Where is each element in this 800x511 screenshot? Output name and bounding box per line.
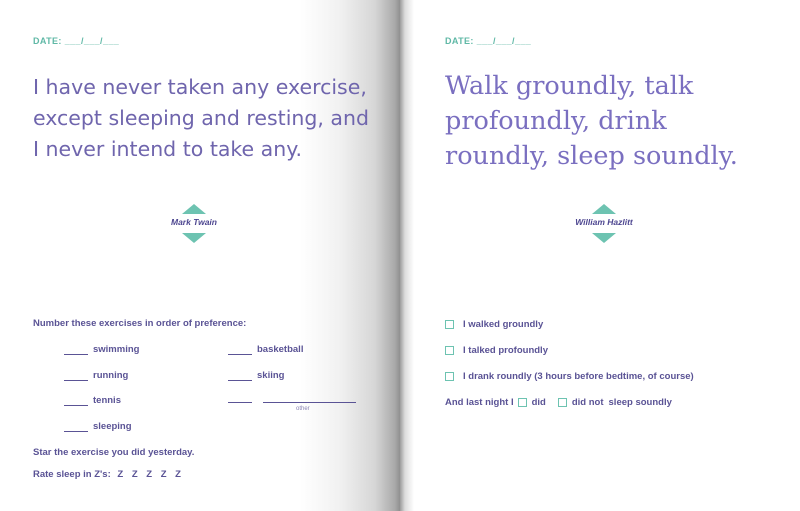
quote-left: I have never taken any exercise, except sleeping and resting, and I never intend to take any. (33, 75, 369, 161)
date-field-right[interactable]: DATE: ___/___/___ (445, 36, 532, 46)
exercise-item-swimming (64, 344, 139, 355)
last-night-suffix: sleep soundly (608, 397, 672, 408)
checklist-item-talked (445, 345, 548, 356)
rank-blank[interactable] (228, 395, 252, 403)
exercise-label: tennis (93, 395, 121, 406)
exercise-item-basketball (228, 344, 303, 355)
option-did-not: did not (571, 397, 604, 408)
exercise-item-tennis (64, 395, 121, 406)
rate-label: Rate sleep in Z's: (33, 469, 111, 480)
author-name-right: William Hazlitt (575, 217, 633, 227)
option-did: did (531, 397, 546, 408)
triangle-up-icon (182, 204, 206, 214)
date-field-left[interactable]: DATE: ___/___/___ (33, 36, 120, 46)
sleep-rating (33, 469, 184, 480)
checkbox-icon[interactable] (445, 320, 454, 329)
exercise-instruction: Number these exercises in order of preference: (33, 318, 247, 329)
triangle-up-icon (592, 204, 616, 214)
exercise-label: skiing (257, 370, 285, 381)
rank-blank[interactable] (64, 347, 88, 355)
other-exercise-field[interactable] (263, 395, 356, 403)
triangle-down-icon (592, 233, 616, 243)
last-night-row (445, 397, 672, 408)
exercise-label: sleeping (93, 421, 132, 432)
exercise-label: basketball (257, 344, 304, 355)
rank-blank[interactable] (64, 398, 88, 406)
rank-blank[interactable] (64, 373, 88, 381)
checkbox-icon[interactable] (558, 398, 567, 407)
author-name-left: Mark Twain (171, 217, 217, 227)
exercise-label: running (93, 370, 129, 381)
quote-right: Walk groundly, talk profoundly, drink roundly, sleep soundly. (445, 71, 738, 171)
rank-blank[interactable] (64, 424, 88, 432)
checkbox-icon[interactable] (445, 346, 454, 355)
checklist-item-walked (445, 319, 543, 330)
author-badge-left (124, 204, 264, 244)
checklist-label: I talked profoundly (463, 345, 548, 356)
last-night-prefix: And last night I (445, 397, 514, 408)
checklist-label: I drank roundly (3 hours before bedtime, of course) (463, 371, 694, 382)
triangle-down-icon (182, 233, 206, 243)
checkbox-icon[interactable] (518, 398, 527, 407)
exercise-item-running (64, 370, 128, 381)
star-prompt: Star the exercise you did yesterday. (33, 447, 195, 458)
other-caption: other (296, 406, 310, 412)
exercise-item-skiing (228, 370, 284, 381)
checkbox-icon[interactable] (445, 372, 454, 381)
rank-blank[interactable] (228, 373, 252, 381)
checklist-item-drank (445, 371, 694, 382)
exercise-item-sleeping (64, 421, 132, 432)
exercise-item-other (228, 395, 356, 403)
rank-blank[interactable] (228, 347, 252, 355)
checklist-label: I walked groundly (463, 319, 544, 330)
rating-z-options[interactable]: Z Z Z Z Z (117, 469, 184, 480)
author-badge-right (534, 204, 674, 244)
exercise-label: swimming (93, 344, 140, 355)
